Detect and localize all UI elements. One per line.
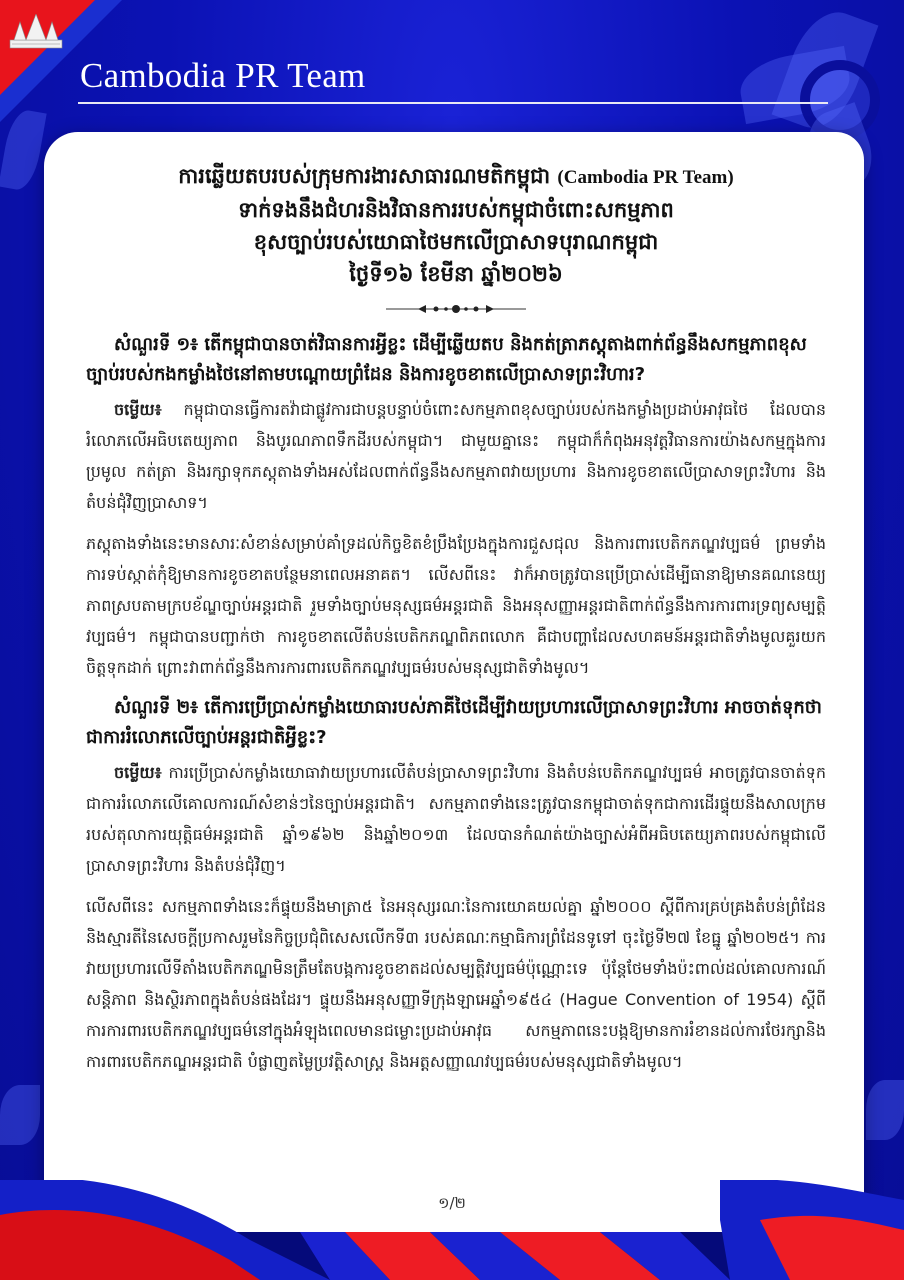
header-divider [78,102,828,104]
question-2: សំណួរទី ២៖ តើការប្រើប្រាស់កម្លាំងយោធារបស់ភាគីថៃដើម្បីវាយប្រហារលើប្រាសាទព្រះវិហារ អាចចាត់ទុកថាជាការរំលោភលើច្បាប់អន្តរជាតិអ្វីខ្លះ? [86,697,822,748]
decorative-petal [0,1085,40,1145]
question-1: សំណួរទី ១៖ តើកម្ពុជាបានចាត់វិធានការអ្វីខ្លះ ដើម្បីឆ្លើយតប និងកត់ត្រាភស្តុតាងពាក់ព័ន្ធនឹងសកម្មភាពខុសច្បាប់របស់កងកម្លាំងថៃនៅតាមបណ្តោយព្រំដែន និងការខូចខាតលើប្រាសាទព្រះវិហារ? [86,334,807,385]
answer-1-text: កម្ពុជាបានធ្វើការតវ៉ាជាផ្លូវការជាបន្តបន្ទាប់ចំពោះសកម្មភាពខុសច្បាប់របស់កងកម្លាំងប្រដាប់អាវុធថៃ ដែលបានរំលោភលើអធិបតេយ្យភាព និងបូរណភាពទឹកដីរបស់កម្ពុជា។ ជាមួយគ្នានេះ កម្ពុជាក៏កំពុងអនុវត្តវិធានការយ៉ាងសកម្មក្នុងការប្រមូល កត់ត្រា និងរក្សាទុកភស្តុតាងទាំងអស់ដែលពាក់ព័ន្ធនឹងសកម្មភាពវាយប្រហារ និងការខូចខាតលើប្រាសាទព្រះវិហារ និងតំបន់ជុំវិញប្រាសាទ។ [86,400,826,512]
ornament-divider-icon [386,302,526,316]
answer-1-label: ចម្លើយ៖ [114,400,162,419]
answer-2-text: ការប្រើប្រាស់កម្លាំងយោធាវាយប្រហារលើតំបន់ប្រាសាទព្រះវិហារ និងតំបន់បេតិកភណ្ឌវប្បធម៌ អាចត្រូវបានចាត់ទុក ជាការរំលោភលើគោលការណ៍សំខាន់ៗនៃច្បាប់អន្តរជាតិ។ សកម្មភាពទាំងនេះត្រូវបានកម្ពុជាចាត់ទុកជាការដើរផ្ទុយនឹងសាលក្រមរបស់តុលាការយុត្តិធម៌អន្តរជាតិ ឆ្នាំ១៩៦២ និងឆ្នាំ២០១៣ ដែលបានកំណត់យ៉ាងច្បាស់អំពីអធិបតេយ្យភាពរបស់កម្ពុជាលើប្រាសាទព្រះវិហារ និងតំបន់ជុំវិញ។ [86,763,826,875]
document-content [86,160,826,1087]
decorative-petal [866,1080,904,1140]
angkor-temple-icon [6,14,66,50]
answer-1-paragraph-2: ភស្តុតាងទាំងនេះមានសារៈសំខាន់សម្រាប់គាំទ្រដល់កិច្ចខិតខំប្រឹងប្រែងក្នុងការជួសជុល និងការពារបេតិកភណ្ឌវប្បធម៌ ព្រមទាំងការទប់ស្កាត់កុំឱ្យមានការខូចខាតបន្ថែមនាពេលអនាគត។ លើសពីនេះ វាក៏អាចត្រូវបានប្រើប្រាស់ដើម្បីធានាឱ្យមានគណនេយ្យភាពស្របតាមក្របខ័ណ្ឌច្បាប់អន្តរជាតិ រួមទាំងច្បាប់មនុស្សធម៌អន្តរជាតិ និងអនុសញ្ញាអន្តរជាតិពាក់ព័ន្ធនឹងការការពារទ្រព្យសម្បត្តិវប្បធម៌។ កម្ពុជាបានបញ្ជាក់ថា ការខូចខាតលើតំបន់បេតិកភណ្ឌពិភពលោក គឺជាបញ្ហាដែលសហគមន៍អន្តរជាតិទាំងមូលគួរយកចិត្តទុកដាក់ ព្រោះវាពាក់ព័ន្ធនឹងការការពារបេតិកភណ្ឌវប្បធម៌របស់មនុស្សជាតិទាំងមូល។ [86,534,826,677]
answer-2-paragraph-2: លើសពីនេះ សកម្មភាពទាំងនេះក៏ផ្ទុយនឹងមាត្រា៥ នៃអនុស្សរណៈនៃការយោគយល់គ្នា ឆ្នាំ២០០០ ស្តីពីការគ្រប់គ្រងតំបន់ព្រំដែន និងស្មារតីនៃសេចក្តីប្រកាសរួមនៃកិច្ចប្រជុំពិសេសលើកទី៣ របស់គណៈកម្មាធិការព្រំដែនទូទៅ ចុះថ្ងៃទី២៧ ខែធ្នូ ឆ្នាំ២០២៥។ ការវាយប្រហារលើទីតាំងបេតិកភណ្ឌមិនត្រឹមតែបង្កការខូចខាតដល់សម្បត្តិវប្បធម៌ប៉ុណ្ណោះទេ ប៉ុន្តែថែមទាំងប៉ះពាល់ដល់គោលការណ៍សន្តិភាព និងស្ថិរភាពក្នុងតំបន់ផងដែរ។ ផ្ទុយនឹងអនុសញ្ញាទីក្រុងឡាអេឆ្នាំ១៩៥៤ (Hague Convention of 1954) ស្តីពីការការពារបេតិកភណ្ឌវប្បធម៌នៅក្នុងអំឡុងពេលមានជម្លោះប្រដាប់អាវុធ សកម្មភាពនេះបង្កឱ្យមានការរំខានដល់ការថែរក្សានិងការពារបេតិកភណ្ឌអន្តរជាតិ បំផ្លាញតម្លៃប្រវត្តិសាស្ត្រ និងអត្តសញ្ញាណវប្បធម៌របស់មនុស្សជាតិទាំងមូល។ [86,897,826,1071]
document-title [86,160,826,290]
flag-ribbon-decoration [0,1180,904,1280]
title-line-3: ខុសច្បាប់របស់យោធាថៃមកលើប្រាសាទបុរាណកម្ពុជា [253,229,659,254]
title-english: (Cambodia PR Team) [557,167,734,188]
answer-1 [86,394,826,518]
title-date: ថ្ងៃទី១៦ ខែមីនា ឆ្នាំ២០២៦ [349,261,563,286]
answer-2-label: ចម្លើយ៖ [114,763,162,782]
page-number: ១/២ [438,1194,466,1212]
title-line-2: ទាក់ទងនឹងជំហរនិងវិធានការរបស់កម្ពុជាចំពោះសកម្មភាព [238,197,674,222]
brand-title: Cambodia PR Team [80,56,366,95]
answer-2 [86,757,826,881]
title-line-1: ការឆ្លើយតបរបស់ក្រុមការងារសាធារណមតិកម្ពុជា [178,163,551,188]
